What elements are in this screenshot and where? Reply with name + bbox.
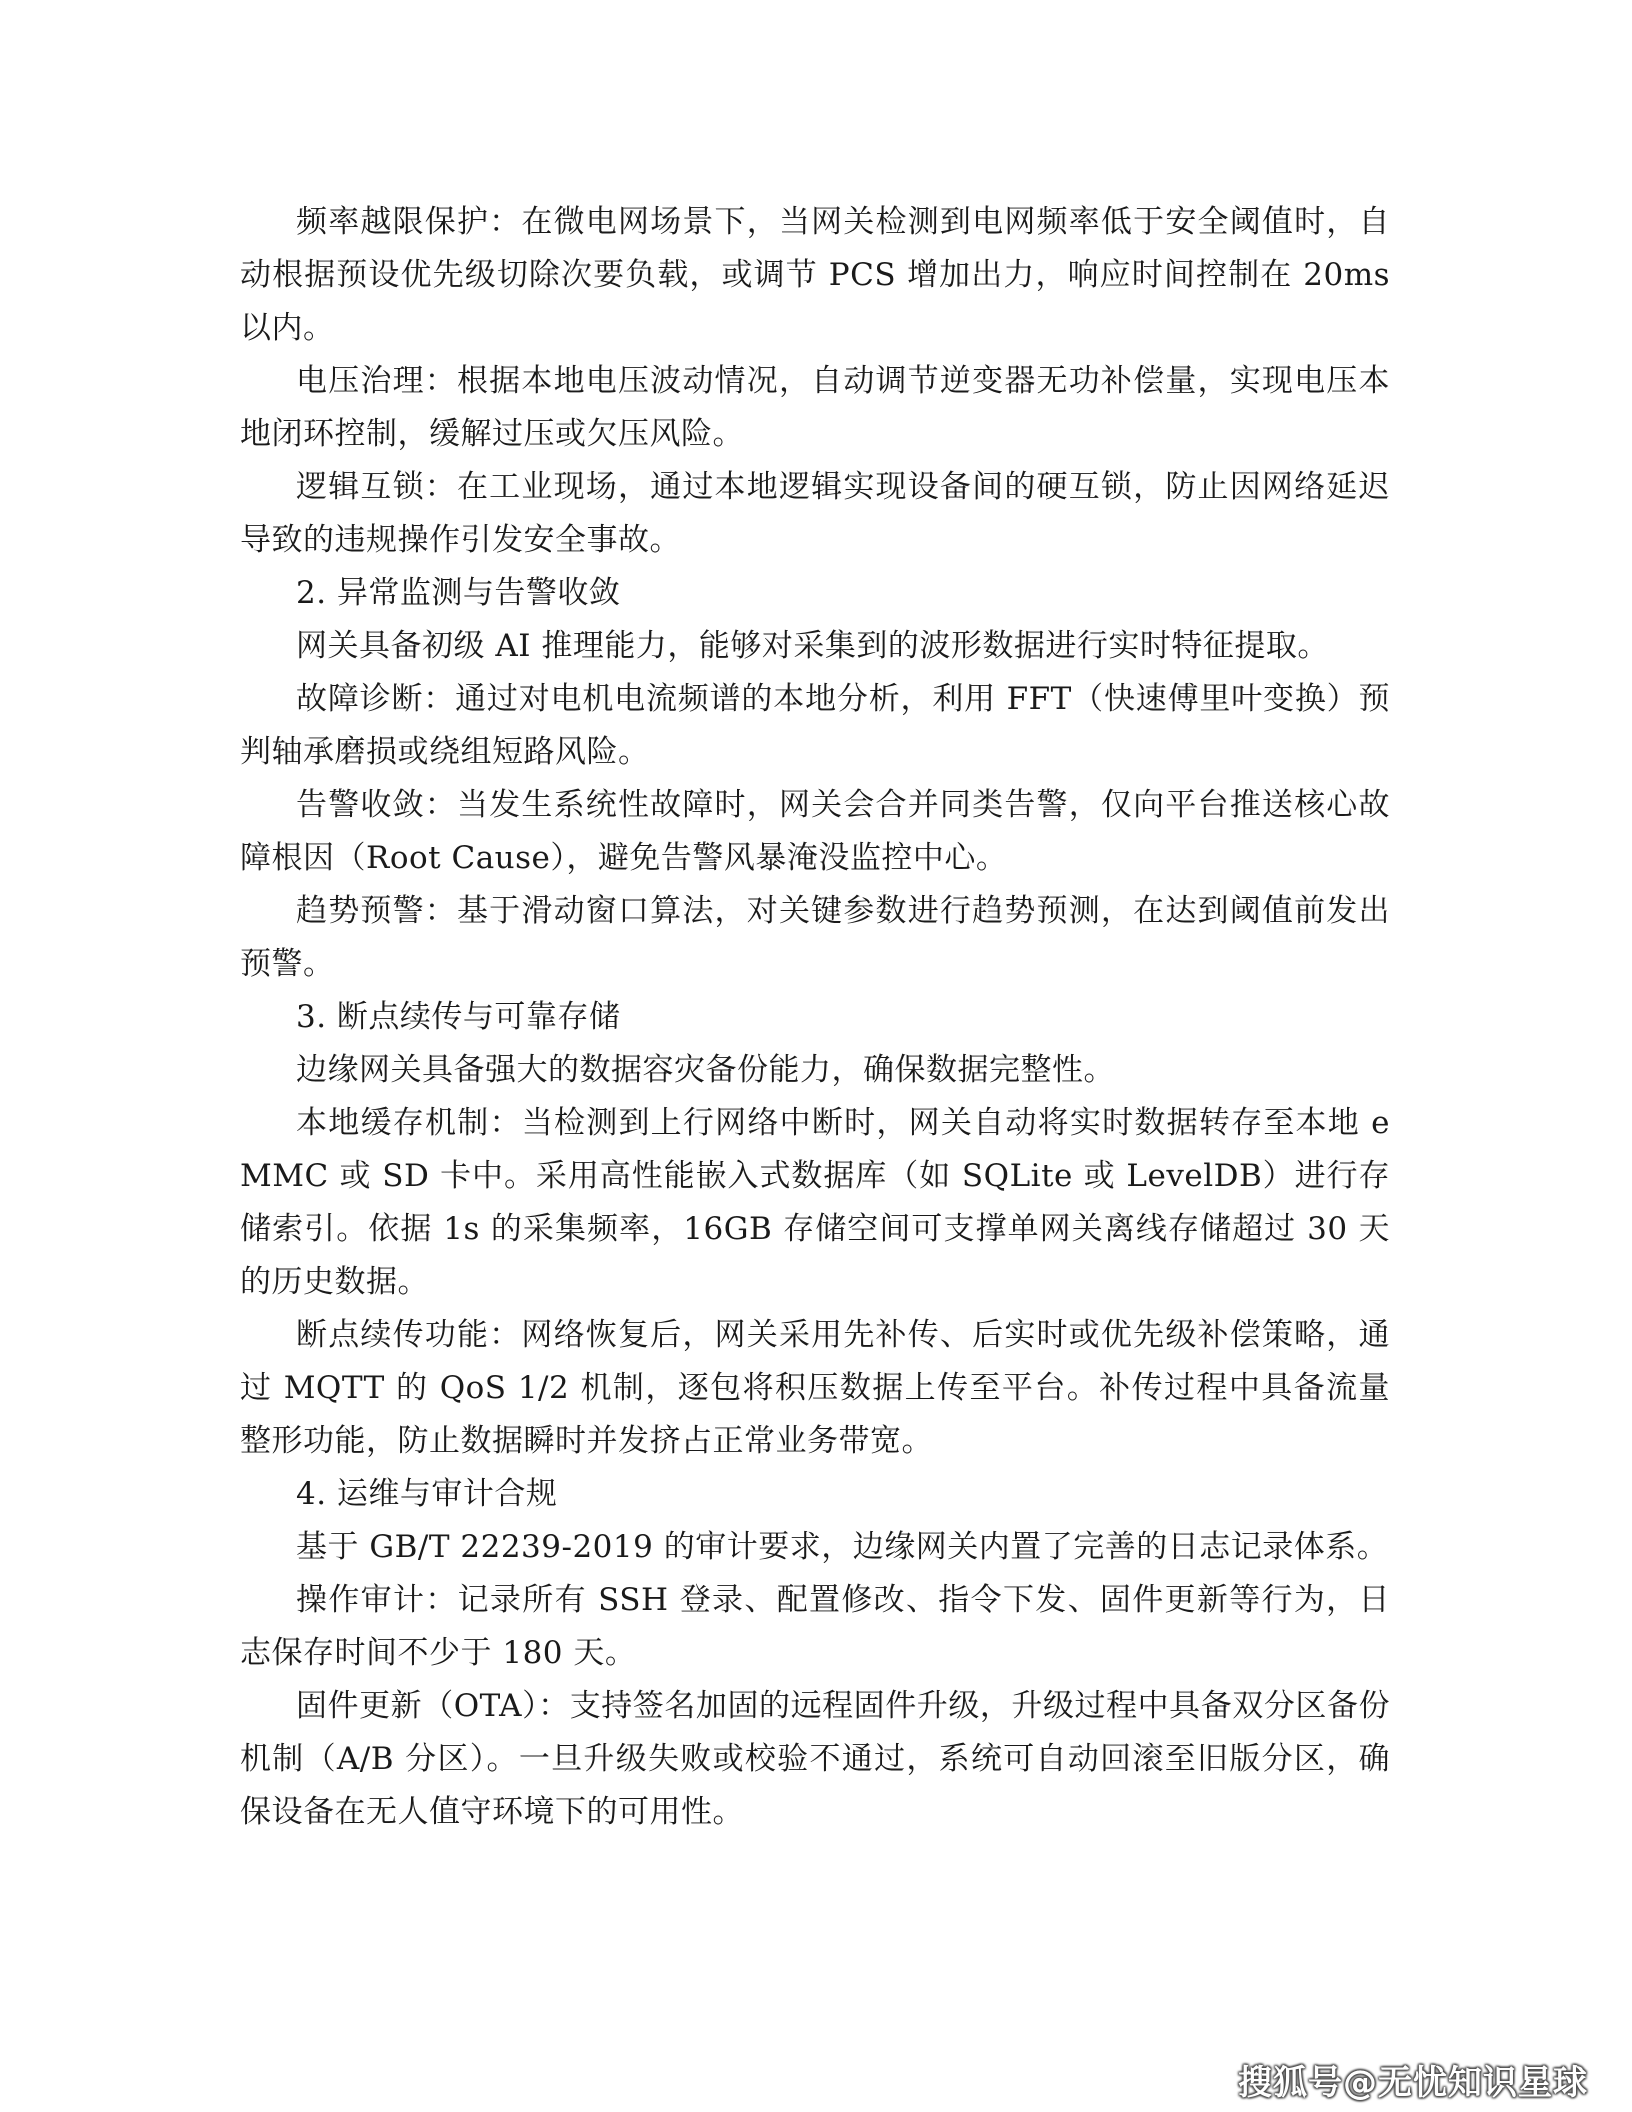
paragraph-fault-diagnosis: 故障诊断：通过对电机电流频谱的本地分析，利用 FFT（快速傅里叶变换）预判轴承磨损或绕组短路风险。	[240, 681, 1390, 770]
paragraph-firmware-update: 固件更新（OTA）：支持签名加固的远程固件升级，升级过程中具备双分区备份机制（A/B 分区）。一旦升级失败或校验不通过，系统可自动回滚至旧版分区，确保设备在无人值守环境下的可用性。	[240, 1688, 1390, 1830]
paragraph-resume-transfer: 断点续传功能：网络恢复后，网关采用先补传、后实时或优先级补偿策略，通过 MQTT 的 QoS 1/2 机制，逐包将积压数据上传至平台。补传过程中具备流量整形功能，防止数据瞬时并发挤占正常业务带宽。	[240, 1317, 1390, 1459]
document-body	[240, 196, 1390, 1839]
paragraph-disaster-backup: 边缘网关具备强大的数据容灾备份能力，确保数据完整性。	[296, 1052, 1115, 1088]
section-heading-anomaly-monitoring: 2. 异常监测与告警收敛	[296, 575, 621, 611]
paragraph-audit-requirements: 基于 GB/T 22239-2019 的审计要求，边缘网关内置了完善的日志记录体系。	[296, 1529, 1389, 1565]
section-heading-resume-storage: 3. 断点续传与可靠存储	[296, 999, 621, 1035]
paragraph-trend-warning: 趋势预警：基于滑动窗口算法，对关键参数进行趋势预测，在达到阈值前发出预警。	[240, 893, 1390, 982]
paragraph-local-cache: 本地缓存机制：当检测到上行网络中断时，网关自动将实时数据转存至本地 eMMC 或 SD 卡中。采用高性能嵌入式数据库（如 SQLite 或 LevelDB）进行存储索引。依据 1s 的采集频率，16GB 存储空间可支撑单网关离线存储超过 30 天的历史数据。	[240, 1105, 1390, 1300]
paragraph-operation-audit: 操作审计：记录所有 SSH 登录、配置修改、指令下发、固件更新等行为，日志保存时间不少于 180 天。	[240, 1582, 1390, 1671]
paragraph-frequency-protection: 频率越限保护：在微电网场景下，当网关检测到电网频率低于安全阈值时，自动根据预设优先级切除次要负载，或调节 PCS 增加出力，响应时间控制在 20ms 以内。	[240, 204, 1390, 346]
paragraph-voltage-control: 电压治理：根据本地电压波动情况，自动调节逆变器无功补偿量，实现电压本地闭环控制，缓解过压或欠压风险。	[240, 363, 1390, 452]
watermark: 搜狐号@无忧知识星球	[1238, 2063, 1588, 2103]
paragraph-logic-interlock: 逻辑互锁：在工业现场，通过本地逻辑实现设备间的硬互锁，防止因网络延迟导致的违规操作引发安全事故。	[240, 469, 1390, 558]
paragraph-alarm-convergence: 告警收敛：当发生系统性故障时，网关会合并同类告警，仅向平台推送核心故障根因（Root Cause），避免告警风暴淹没监控中心。	[240, 787, 1390, 876]
paragraph-ai-inference: 网关具备初级 AI 推理能力，能够对采集到的波形数据进行实时特征提取。	[296, 628, 1329, 664]
section-heading-ops-audit: 4. 运维与审计合规	[296, 1476, 558, 1512]
